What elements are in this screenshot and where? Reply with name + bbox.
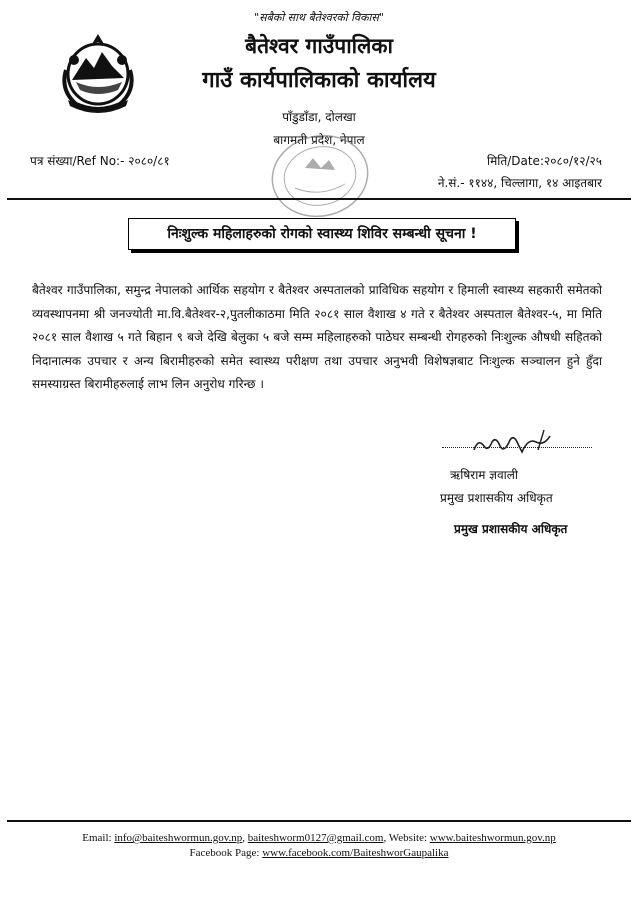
email-label: Email: [82,832,115,844]
address-line-1: पाँडुडाँडा, दोलखा [282,110,356,124]
handwritten-signature-icon [440,428,590,458]
notice-paragraph: बैतेश्वर गाउँपालिका, समुन्द्र नेपालको आर्थिक सहयोग र बैतेश्वर अस्पतालको प्राविधिक सहयोग र हिमाली स्वास्थ्य सहकारी समेतको व्यवस्थापनमा श्री जनज्योती मा.वि.बैतेश्वर-२,पुतलीकाठमा मिति २०८१ साल वैशाख ४ गते र बैतेश्वर अस्पताल बैतेश्वर-५, मा मिति २०८१ साल वैशाख ५ गते बिहान ९ बजे देखि बेलुका ५ बजे सम्म महिलाहरुको पाठेघर सम्बन्धी रोगहरुको निःशुल्क औषधी सहितको निदानात्मक उपचार र अन्य बिरामीहरुको समेत स्वास्थ्य परीक्षण तथा उपचार अनुभवी विशेषज्ञबाट निःशुल्क सञ्चालन हुने हुँदा समस्याग्रस्त बिरामीहरुलाई लाभ लिन अनुरोध गरिन्छ । [32,283,602,391]
notice-body [32,279,602,397]
footer-facebook [0,847,638,859]
email-separator: , [242,832,248,844]
facebook-link[interactable]: www.facebook.com/BaiteshworGaupalika [262,847,449,859]
signatory-stamp-title: प्रमुख प्रशासकीय अधिकृत [454,522,568,536]
website-link[interactable]: www.baiteshwormun.gov.np [429,832,556,844]
office-seal-stamp-icon [265,128,375,223]
nepal-sambat-date: ने.सं.- ११४४, चिल्लागा, १४ आइतबार [437,176,602,190]
website-label: , Website: [383,832,430,844]
address-line-2: बागमती प्रदेश, नेपाल [273,133,365,147]
facebook-label: Facebook Page: [189,847,263,859]
office-name: गाउँ कार्यपालिकाको कार्यालय [202,68,436,93]
signature-line [442,447,592,448]
header-divider [7,198,631,200]
email-link-1[interactable]: info@baiteshwormun.gov.np [114,832,243,844]
footer-divider [7,820,631,822]
signatory-title: प्रमुख प्रशासकीय अधिकृत [440,491,553,505]
motto: "सबैको साथ बैतेश्वरको विकास" [254,11,384,24]
email-link-2[interactable]: baiteshworm0127@gmail.com [247,832,384,844]
reference-number: पत्र संख्या/Ref No:- २०८०/८१ [30,154,170,168]
subject-box: निःशुल्क महिलाहरुको रोगको स्वास्थ्य शिविर सम्बन्धी सूचना ! [128,218,516,250]
footer-contact [0,832,638,844]
municipality-name: बैतेश्वर गाउँपालिका [245,34,393,58]
signatory-name: ऋषिराम ज्ञवाली [450,468,519,482]
letter-date: मिति/Date:२०८०/१२/२५ [486,154,602,168]
